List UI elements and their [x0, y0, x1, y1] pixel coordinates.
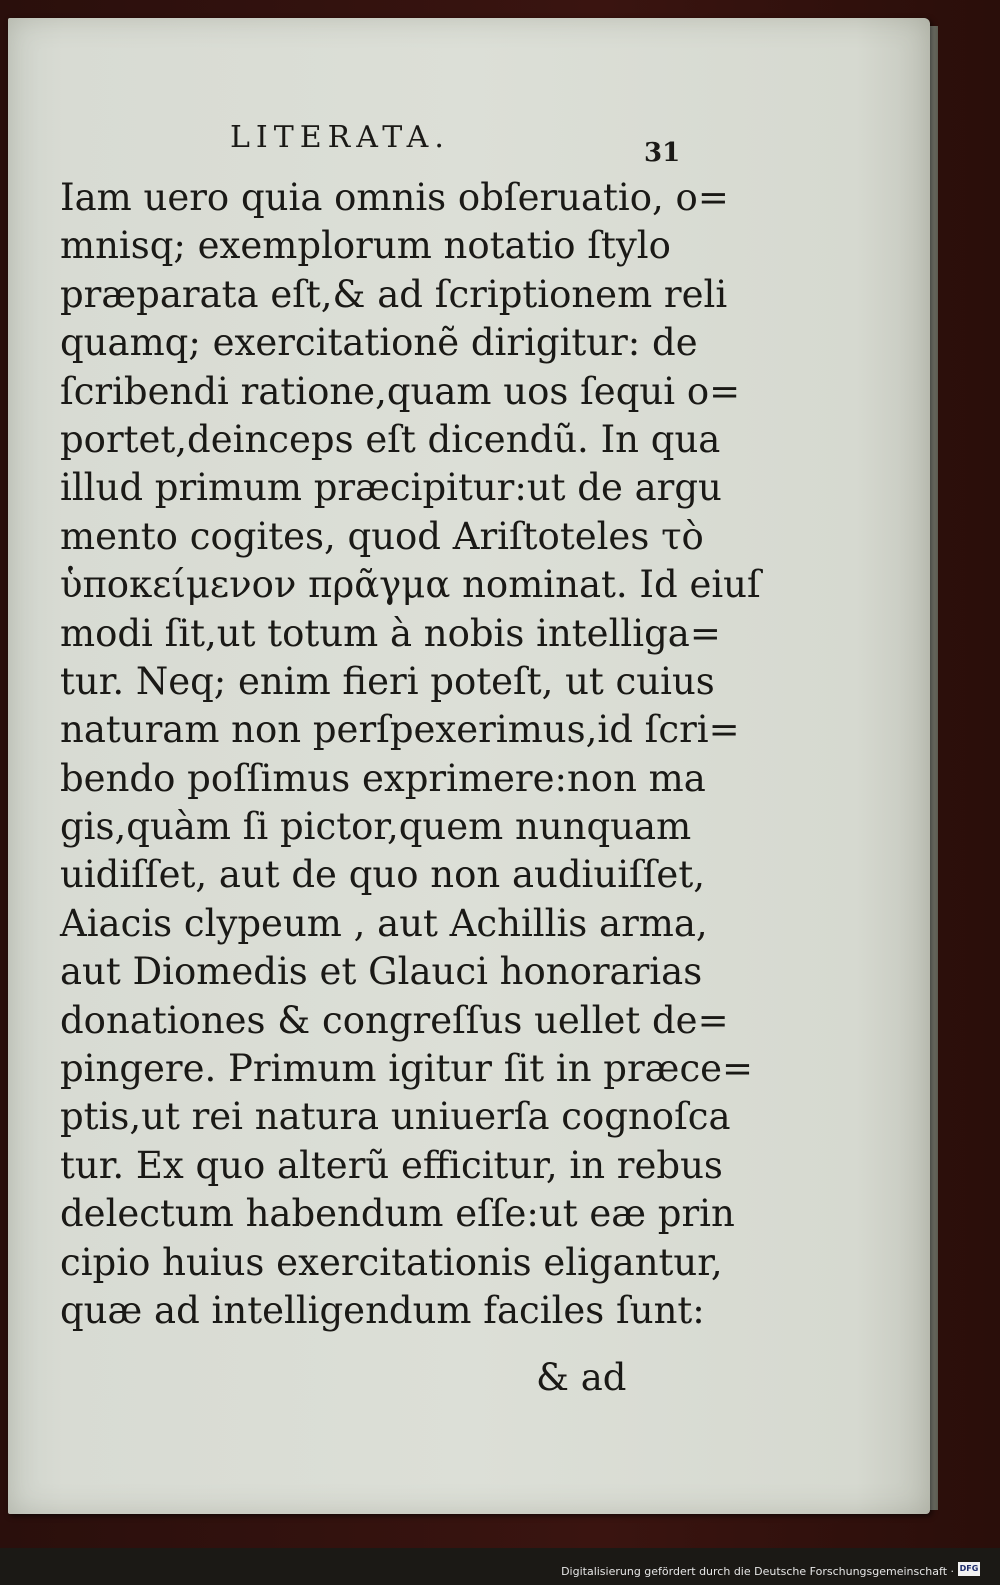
text-line: delectum habendum eſſe:ut eæ prin: [60, 1192, 735, 1236]
text-line: gis,quàm ſi pictor,quem nunquam: [60, 805, 692, 849]
text-line: uidiſſet, aut de quo non audiuiſſet,: [60, 853, 705, 897]
text-line: mnisq; exemplorum notatio ſtylo: [60, 224, 671, 268]
catchword: & ad: [536, 1356, 627, 1399]
text-line: pingere. Primum igitur ſit in præce=: [60, 1047, 754, 1091]
text-line: Aiacis clypeum , aut Achillis arma,: [60, 901, 708, 945]
text-line: ὑποκείμενον πρᾶγμα nominat. Id eiuſ: [60, 563, 761, 607]
text-line: donationes & congreſſus uellet de=: [60, 998, 729, 1042]
text-line: Iam uero quia omnis obſeruatio, o=: [60, 176, 729, 219]
text-line: quæ ad intelligendum faciles ſunt:: [60, 1288, 705, 1332]
text-line: cipio huius exercitationis eligantur,: [60, 1240, 723, 1284]
text-line: naturam non perſpexerimus,id ſcri=: [60, 708, 740, 752]
page-number: 31: [644, 138, 681, 168]
body-text: [60, 174, 761, 1335]
book-page: [8, 18, 930, 1514]
dfg-logo-icon: DFG: [958, 1562, 980, 1576]
text-line: portet,deinceps eſt dicendũ. In qua: [60, 417, 721, 461]
text-line: ptis,ut rei natura uniuerſa cognoſca: [60, 1095, 731, 1139]
text-line: præparata eſt,& ad ſcriptionem reli: [60, 272, 728, 316]
text-line: ſcribendi ratione,quam uos ſequi o=: [60, 369, 741, 413]
text-line: mento cogites, quod Ariſtoteles τὸ: [60, 514, 704, 558]
funding-credit: Digitalisierung gefördert durch die Deutsche Forschungsgemeinschaft ·: [561, 1565, 954, 1578]
running-head: LITERATA.: [230, 120, 450, 155]
page-edge: [930, 26, 938, 1510]
text-line: illud primum præcipitur:ut de argu: [60, 466, 722, 510]
text-line: quamq; exercitationẽ dirigitur: de: [60, 321, 698, 365]
text-line: bendo poſſimus exprimere:non ma: [60, 756, 706, 800]
text-line: modi ſit,ut totum à nobis intelliga=: [60, 611, 721, 655]
text-line: aut Diomedis et Glauci honorarias: [60, 950, 703, 994]
text-line: tur. Ex quo alterũ efficitur, in rebus: [60, 1143, 723, 1187]
text-line: tur. Neq; enim fieri poteſt, ut cuius: [60, 659, 715, 703]
